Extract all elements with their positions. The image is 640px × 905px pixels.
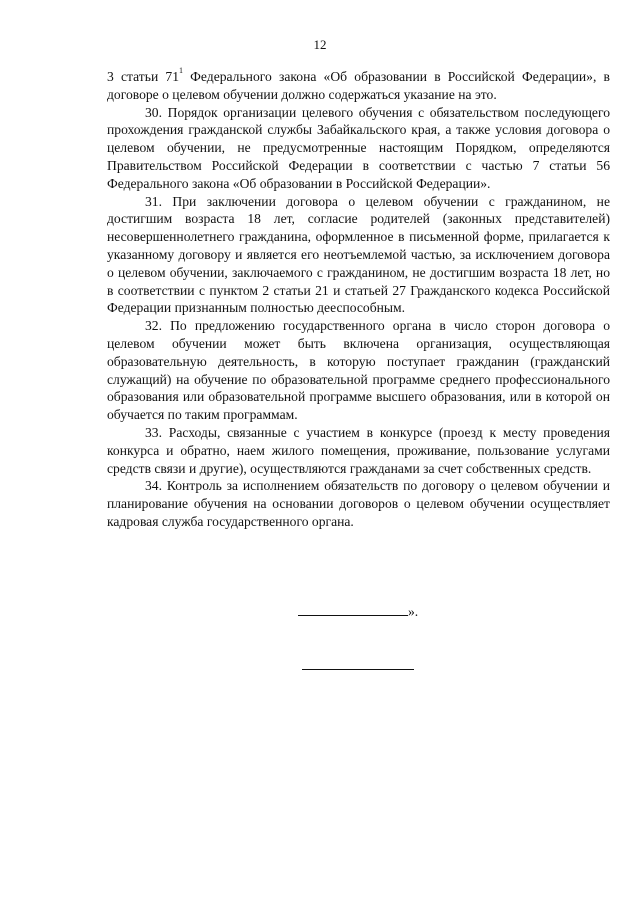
closing-rule: [298, 601, 408, 616]
end-of-document-rule: [302, 669, 414, 670]
page-number: 12: [313, 37, 327, 52]
paragraph-33: 33. Расходы, связанные с участием в конкурсе (проезд к месту проведения конкурса и обратно, наем жилого помещения, проживание, пользование услугами средств связи и другие), осуществляются гражданами за счет собственных средств.: [107, 424, 610, 476]
lead-text-start: 3 статьи 71: [107, 69, 179, 84]
paragraph-30: 30. Порядок организации целевого обучения с обязательством последующего прохождения гражданской службы Забайкальского края, а также условия договора о целевом обучении, не предусмотренные настоящим Порядком, определяются Правительством Российской Федерации в соответствии с частью 7 статьи 56 Федерального закона «Об образовании в Российской Федерации».: [107, 104, 610, 191]
paragraph-31: 31. При заключении договора о целевом обучении с гражданином, не достигшим возраста 18 лет, согласие родителей (законных представителей) несовершеннолетнего гражданина, оформленное в письменной форме, прилагается к указанному договору и является его неотъемлемой частью, за исключением договора о целевом обучении, заключаемого с гражданином, не достигшим возраста 18 лет, но в соответствии с пунктом 2 статьи 21 и статьей 27 Гражданского кодекса Российской Федерации признанным полностью дееспособным.: [107, 193, 610, 316]
superscript: 1: [179, 66, 183, 76]
closing-line: [298, 601, 418, 620]
lead-text-end: Федерального закона «Об образовании в Российской Федерации», в договоре о целевом обучении должно содержаться указание на это.: [107, 69, 610, 102]
document-body: [107, 68, 610, 531]
paragraph-32: 32. По предложению государственного органа в число сторон договора о целевом обучении может быть включена организация, осуществляющая образовательную деятельность, в которую поступает гражданин (гражданский служащий) на обучение по образовательной программе среднего профессионального образования или образовательной программе высшего образования, или в которой он обучается по таким программам.: [107, 318, 610, 423]
closing-quote: ».: [408, 604, 419, 619]
paragraph-34: 34. Контроль за исполнением обязательств по договору о целевом обучении и планирование обучения на основании договоров о целевом обучении осуществляет кадровая служба государственного органа.: [107, 478, 610, 529]
lead-paragraph: [107, 68, 610, 104]
